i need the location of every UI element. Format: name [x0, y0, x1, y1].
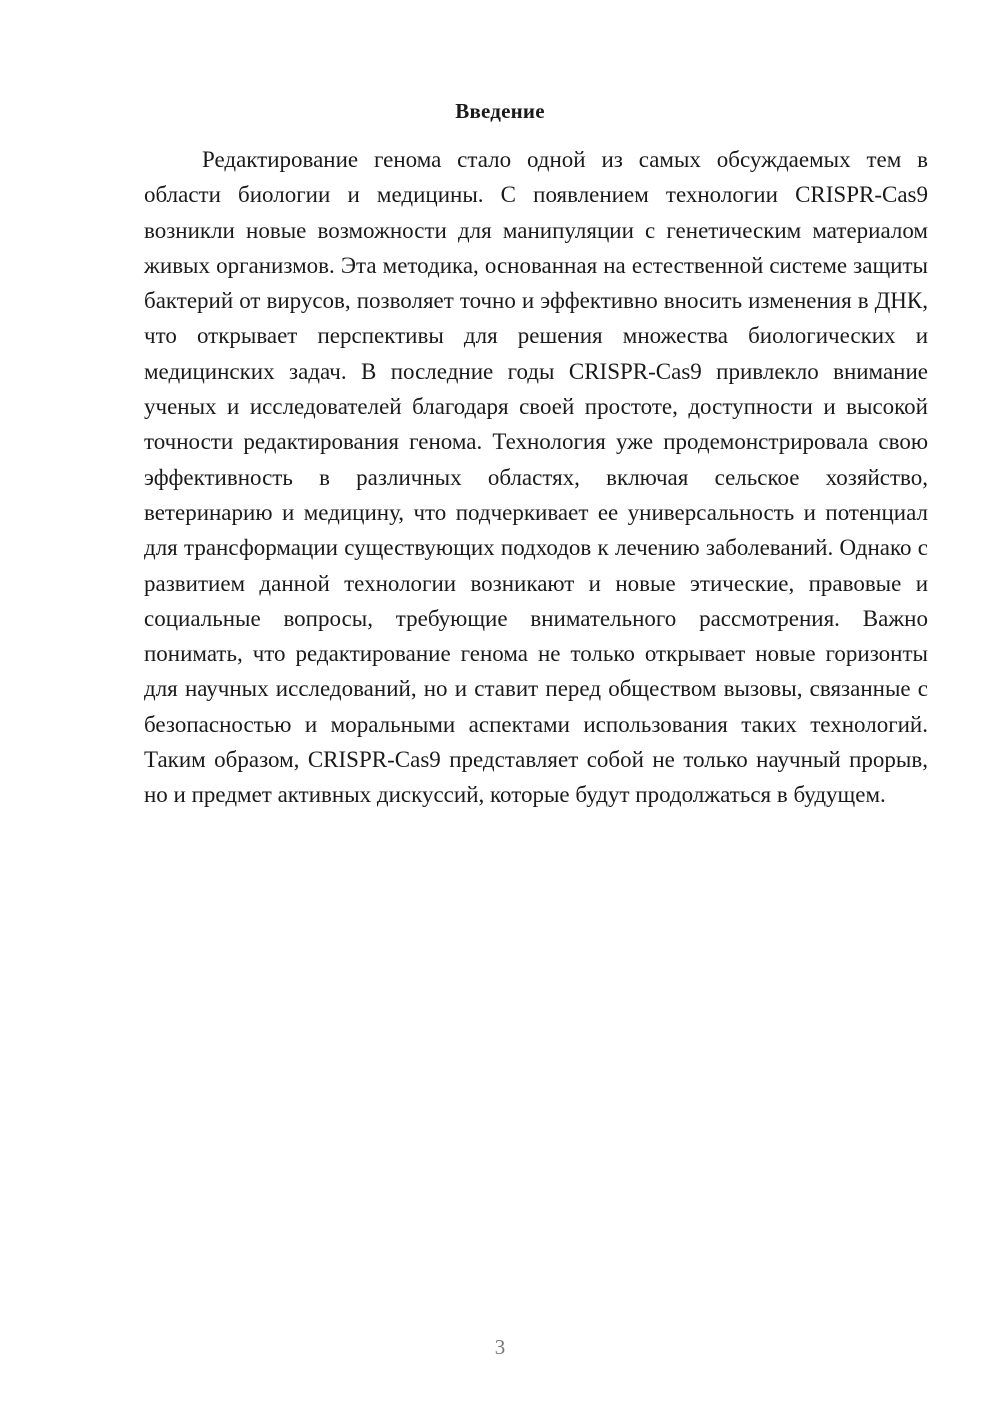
- section-heading: Введение: [455, 99, 545, 123]
- body-paragraph: Редактирование генома стало одной из самых обсуждаемых тем в области биологии и медицины. С появлением технологии CRISPR-Cas9 возникли новые возможности для манипуляции с генетическим материалом живых организмов. Эта методика, основанная на естественной системе защиты бактерий от вирусов, позволяет точно и эффективно вносить изменения в ДНК, что открывает перспективы для решения множества биологических и медицинских задач. В последние годы CRISPR-Cas9 привлекло внимание ученых и исследователей благодаря своей простоте, доступности и высокой точности редактирования генома. Технология уже продемонстрировала свою эффективность в различных областях, включая сельское хозяйство, ветеринарию и медицину, что подчеркивает ее универсальность и потенциал для трансформации существующих подходов к лечению заболеваний. Однако с развитием данной технологии возникают и новые этические, правовые и социальные вопросы, требующие внимательного рассмотрения. Важно понимать, что редактирование генома не только открывает новые горизонты для научных исследований, но и ставит перед обществом вызовы, связанные с безопасностью и моральными аспектами использования таких технологий. Таким образом, CRISPR-Cas9 представляет собой не только научный прорыв, но и предмет активных дискуссий, которые будут продолжаться в будущем.: [144, 147, 928, 808]
- page-number: 3: [494, 1335, 506, 1359]
